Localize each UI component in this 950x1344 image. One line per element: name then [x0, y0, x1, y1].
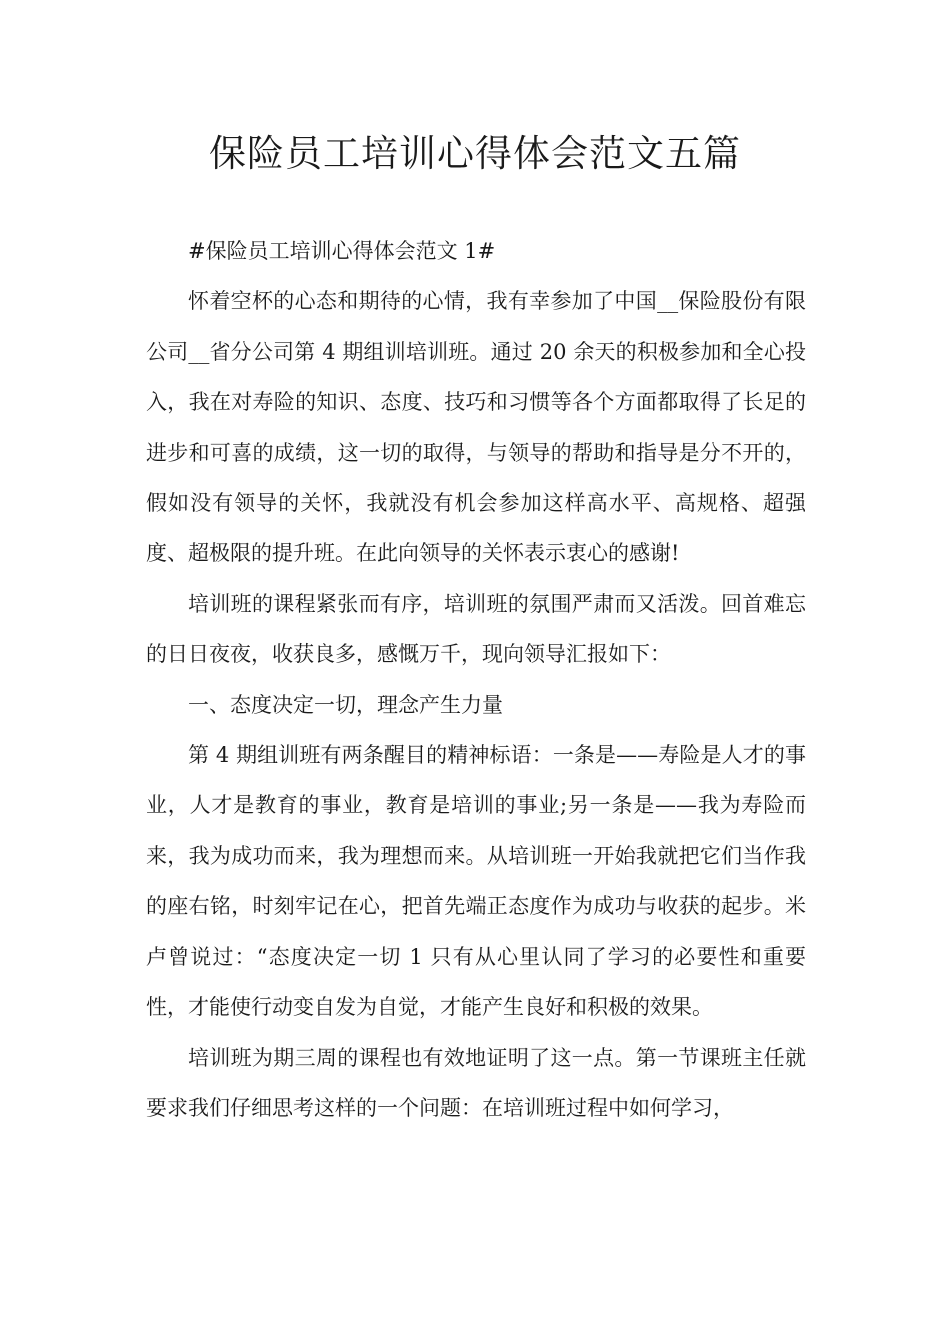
paragraph-3: 第 4 期组训班有两条醒目的精神标语：一条是——寿险是人才的事业，人才是教育的事业，教育是培训的事业;另一条是——我为寿险而来，我为成功而来，我为理想而来。从培训班一开始我就把它们当作我的座右铭，时刻牢记在心，把首先端正态度作为成功与收获的起步。米卢曾说过：“态度决定一切 1 只有从心里认同了学习的必要性和重要性，才能使行动变自发为自觉，才能产生良好和积极的效果。: [146, 743, 806, 1020]
document-title: 保险员工培训心得体会范文五篇: [209, 132, 741, 175]
paragraph-4: 培训班为期三周的课程也有效地证明了这一点。第一节课班主任就要求我们仔细思考这样的一个问题：在培训班过程中如何学习，: [146, 1045, 806, 1120]
section-heading: 一、态度决定一切，理念产生力量: [188, 692, 503, 717]
paragraph-1: 怀着空杯的心态和期待的心情，我有幸参加了中国__保险股份有限公司__省分公司第 4 期组训培训班。通过 20 余天的积极参加和全心投入，我在对寿险的知识、态度、技巧和习惯等各个方面都取得了长足的进步和可喜的成绩，这一切的取得，与领导的帮助和指导是分不开的，假如没有领导的关怀，我就没有机会参加这样高水平、高规格、超强度、超极限的提升班。在此向领导的关怀表示衷心的感谢!: [146, 289, 806, 566]
paragraph-2: 培训班的课程紧张而有序，培训班的氛围严肃而又活泼。回首难忘的日日夜夜，收获良多，感慨万千，现向领导汇报如下：: [146, 591, 806, 667]
document-body: [146, 226, 806, 1133]
section-marker: #保险员工培训心得体会范文 1#: [188, 239, 496, 263]
